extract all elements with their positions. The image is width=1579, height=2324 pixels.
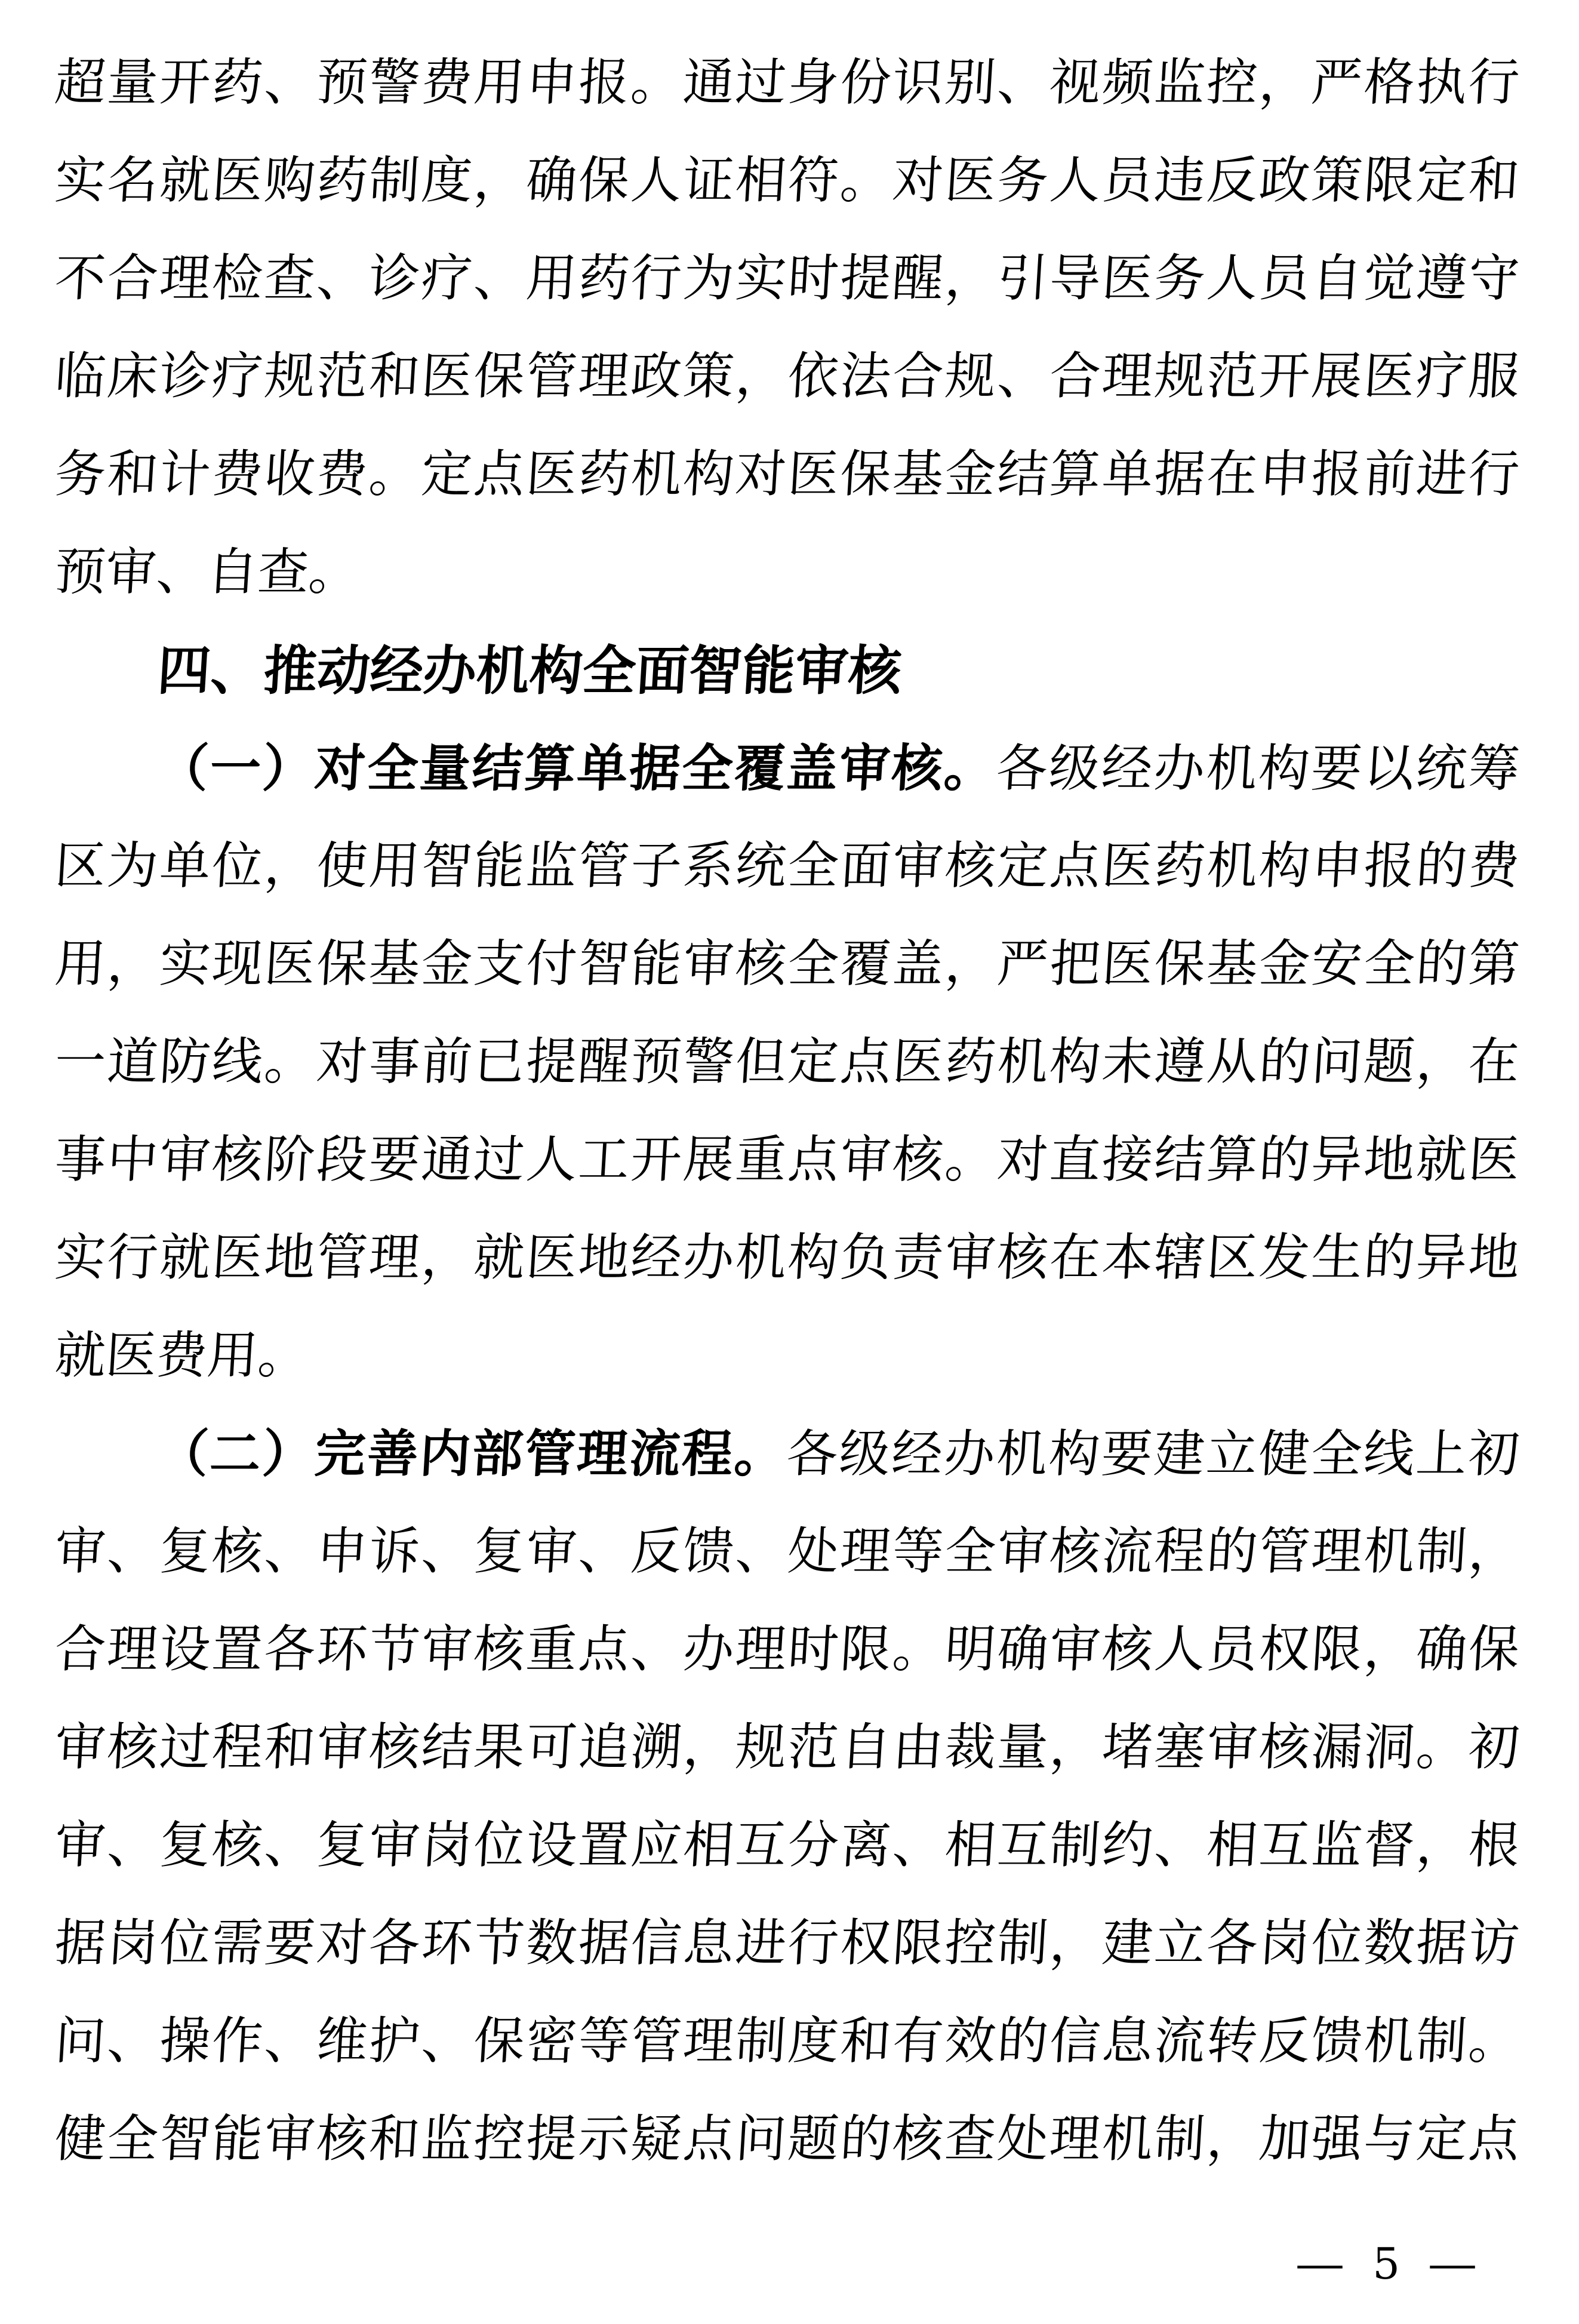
emphasis-text: （二）完善内部管理流程。 (155, 1424, 789, 1484)
text-line (52, 230, 1522, 328)
text-line (52, 34, 1522, 132)
text-line (52, 1699, 1522, 1797)
text-line (52, 1895, 1522, 1993)
text-line (52, 1013, 1522, 1111)
body-text: 各级经办机构要建立健全线上初 (785, 1425, 1521, 1484)
text-line (52, 1601, 1522, 1699)
body-text: 各级经办机构要以统筹 (995, 739, 1521, 798)
body-text: 据岗位需要对各环节数据信息进行权限控制，建立各岗位数据访 (53, 1914, 1522, 1973)
body-text: 合理设置各环节审核重点、办理时限。明确审核人员权限，确保 (53, 1620, 1522, 1679)
body-text: 健全智能审核和监控提示疑点问题的核查处理机制，加强与定点 (53, 2110, 1522, 2169)
text-line (52, 1209, 1522, 1307)
text-line (52, 2091, 1522, 2188)
section-heading (52, 622, 1522, 720)
body-text: 实名就医购药制度，确保人证相符。对医务人员违反政策限定和 (53, 151, 1522, 210)
text-line (52, 1797, 1522, 1895)
text-line (52, 1405, 1522, 1503)
page-number-right-dash: — (1427, 2239, 1478, 2289)
text-block (53, 34, 1522, 2188)
emphasis-text: 四、推动经办机构全面智能审核 (155, 640, 904, 702)
body-text: 就医费用。 (53, 1326, 311, 1385)
body-text: 不合理检查、诊疗、用药行为实时提醒，引导医务人员自觉遵守 (53, 249, 1522, 308)
text-line (52, 328, 1522, 426)
body-text: 审核过程和审核结果可追溯，规范自由裁量，堵塞审核漏洞。初 (53, 1718, 1522, 1777)
body-text: 审、复核、复审岗位设置应相互分离、相互制约、相互监督，根 (53, 1816, 1522, 1875)
text-line (52, 817, 1522, 915)
body-text: 一道防线。对事前已提醒预警但定点医药机构未遵从的问题，在 (53, 1032, 1522, 1092)
page-number (1295, 2238, 1478, 2289)
body-text: 事中审核阶段要通过人工开展重点审核。对直接结算的异地就医 (53, 1130, 1522, 1189)
text-line (52, 1503, 1522, 1601)
text-line (52, 1993, 1522, 2091)
body-text: 预审、自查。 (53, 543, 362, 602)
body-text: 超量开药、预警费用申报。通过身份识别、视频监控，严格执行 (53, 53, 1522, 112)
text-line (52, 426, 1522, 524)
text-line (52, 915, 1522, 1013)
text-line (52, 1111, 1522, 1209)
body-text: 务和计费收费。定点医药机构对医保基金结算单据在申报前进行 (53, 445, 1522, 504)
text-line (52, 1307, 1522, 1405)
page-number-left-dash: — (1295, 2239, 1345, 2289)
body-text: 区为单位，使用智能监管子系统全面审核定点医药机构申报的费 (53, 837, 1522, 896)
body-text: 实行就医地管理，就医地经办机构负责审核在本辖区发生的异地 (53, 1228, 1522, 1287)
text-line (52, 720, 1522, 817)
body-text: 审、复核、申诉、复审、反馈、处理等全审核流程的管理机制， (53, 1522, 1522, 1581)
emphasis-text: （一）对全量结算单据全覆盖审核。 (155, 739, 999, 798)
page-number-value: 5 (1372, 2239, 1400, 2289)
text-line (52, 132, 1522, 230)
body-text: 问、操作、维护、保密等管理制度和有效的信息流转反馈机制。 (53, 2012, 1522, 2071)
body-text: 临床诊疗规范和医保管理政策，依法合规、合理规范开展医疗服 (53, 347, 1522, 406)
body-text: 用，实现医保基金支付智能审核全覆盖，严把医保基金安全的第 (53, 934, 1522, 994)
text-line (52, 524, 1522, 622)
